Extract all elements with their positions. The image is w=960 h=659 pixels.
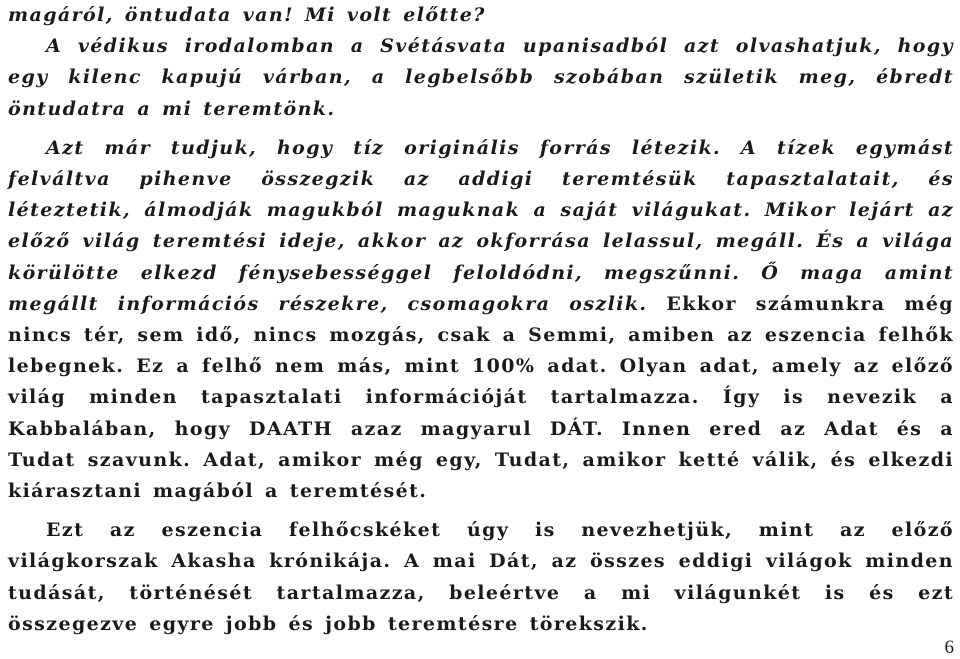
paragraph-0 (8, 0, 954, 31)
paragraph-2-plain-text: Ekkor számunkra még nincs tér, sem idő, nincs mozgás, csak a Semmi, amiben az eszencia felhők lebegnek. Ez a felhő nem más, mint 100% adat. Olyan adat, amely az előző világ minden tapasztalati információját tartalmazza. Így is nevezik a Kabbalában, hogy DAATH azaz magyarul DÁT. Innen ered az Adat és a Tudat szavunk. Adat, amikor még egy, Tudat, amikor ketté válik, és elkezdi kiárasztani magából a teremtését. (8, 292, 954, 503)
paragraph-1 (8, 31, 954, 125)
paragraph-2-italic-text: Azt már tudjuk, hogy tíz originális forrás létezik. A tízek egymást felváltva pihenve összegzik az addigi teremtésük tapasztalatait, és léteztetik, álmodják magukból maguknak a saját világukat. Mikor lejárt az előző világ teremtési ideje, akkor az okforrása lelassul, megáll. És a világa körülötte elkezd fénysebességgel feloldódni, megszűnni. Ő maga amint megállt információs részekre, csomagokra oszlik. (8, 136, 954, 315)
paragraph-1-text: A védikus irodalomban a Svétásvata upanisadból azt olvashatjuk, hogy egy kilenc kapujú várban, a legbelsőbb szobában születik meg, ébredt öntudatra a mi teremtönk. (8, 35, 954, 120)
paragraph-3-text: Ezt az eszencia felhőcskéket úgy is nevezhetjük, mint az előző világkorszak Akasha krónikája. A mai Dát, az összes eddigi világok minden tudását, történését tartalmazza, beleértve a mi világunkét is és ezt összegezve egyre jobb és jobb teremtésre törekszik. (8, 519, 954, 635)
paragraph-3 (8, 515, 954, 640)
document-page (8, 0, 954, 640)
paragraph-0-text: magáról, öntudata van! Mi volt előtte? (8, 4, 486, 26)
page-number: 6 (944, 637, 954, 658)
paragraph-2 (8, 133, 954, 507)
